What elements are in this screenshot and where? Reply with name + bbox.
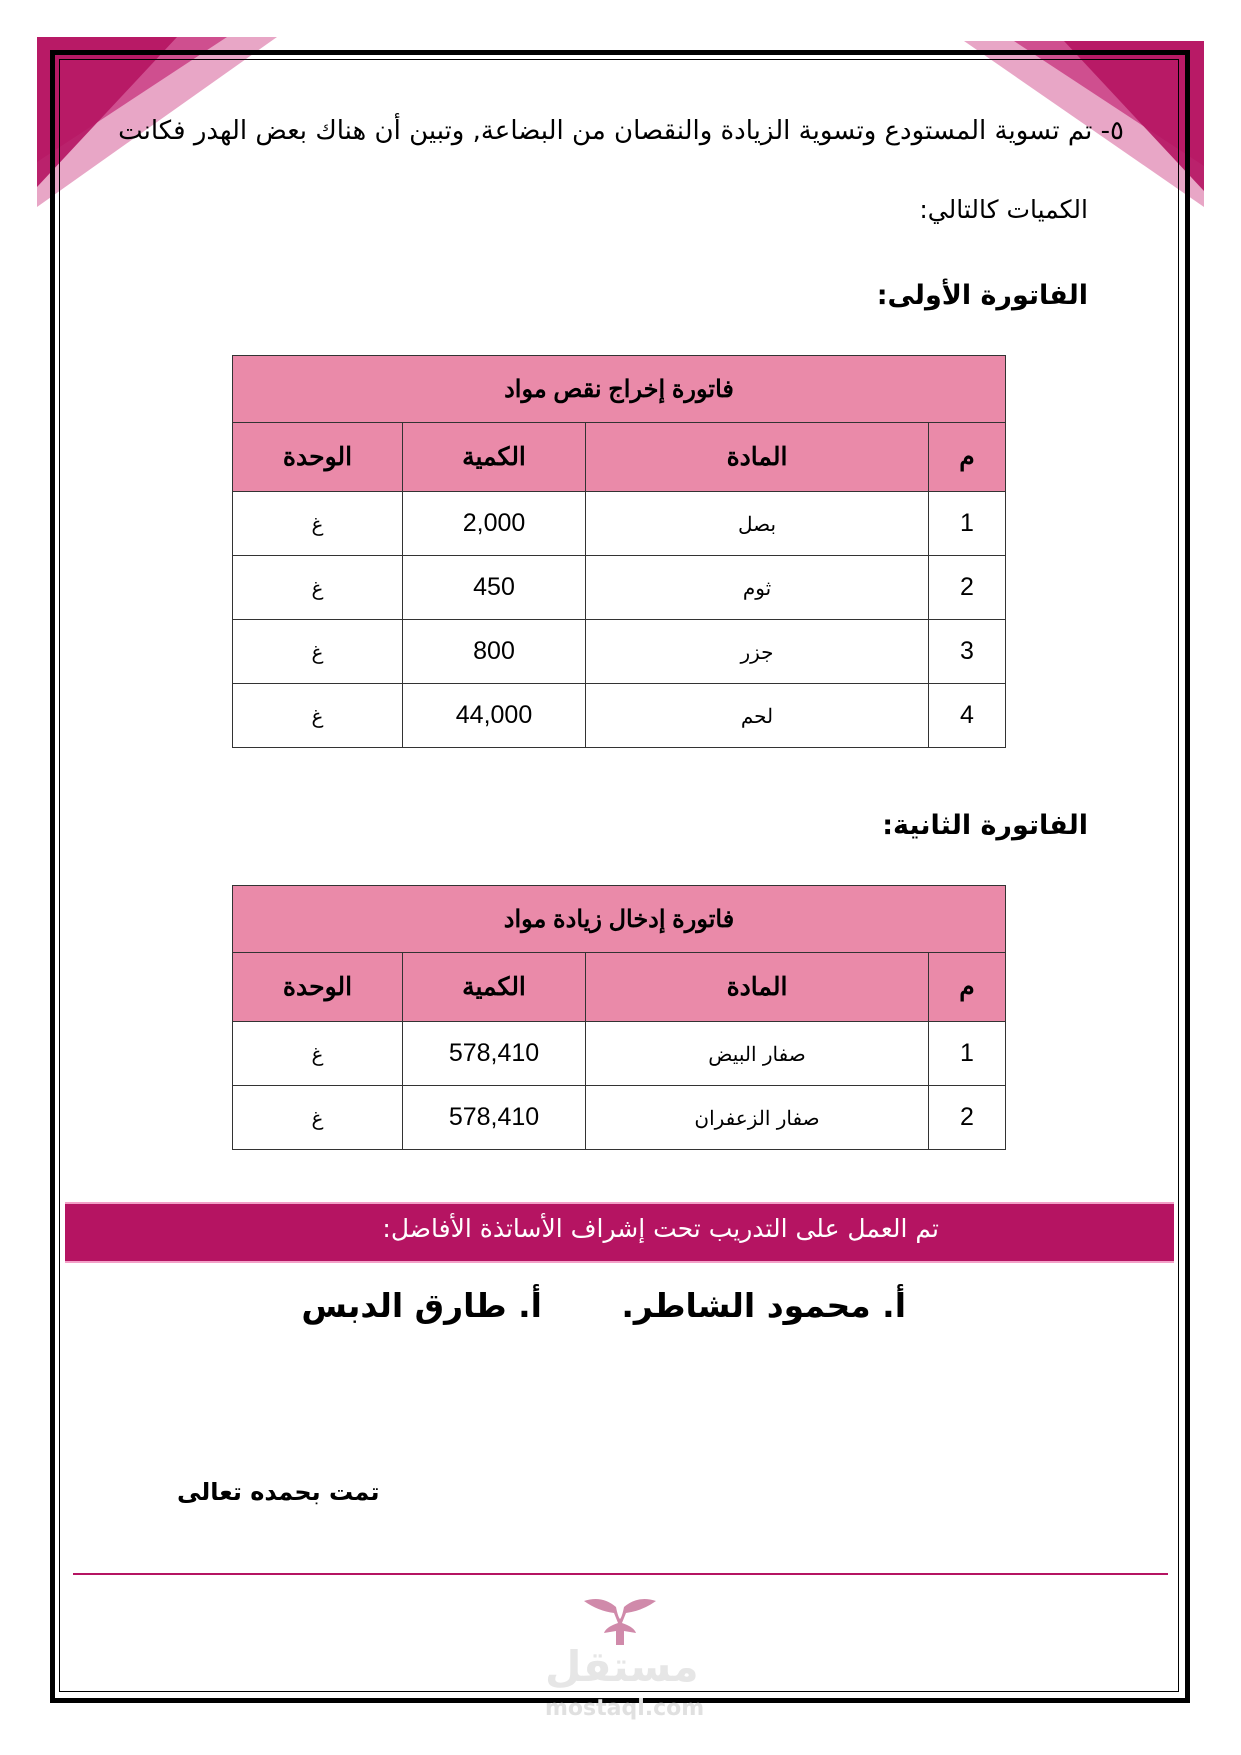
cell-index: 1 [929, 492, 1006, 556]
cell-unit: غ [233, 492, 403, 556]
supervisor-name-2: أ. طارق الدبس [301, 1286, 542, 1325]
cell-quantity: 800 [403, 620, 586, 684]
supervision-banner [65, 1202, 1174, 1263]
cell-index: 1 [929, 1022, 1006, 1086]
table-row [233, 1022, 1006, 1086]
mostaql-logo-icon [582, 1595, 658, 1645]
table-row [233, 620, 1006, 684]
invoice2-table [232, 885, 1006, 1150]
invoice1-title: فاتورة إخراج نقص مواد [233, 356, 1006, 423]
paragraph-line-2: الكميات كالتالي: [919, 195, 1088, 224]
invoice1-heading: الفاتورة الأولى: [876, 280, 1088, 311]
invoice2-heading: الفاتورة الثانية: [882, 810, 1088, 841]
header-index: م [929, 423, 1006, 492]
table-row [233, 556, 1006, 620]
cell-quantity: 450 [403, 556, 586, 620]
table-row [233, 1086, 1006, 1150]
header-index: م [929, 953, 1006, 1022]
header-unit: الوحدة [233, 953, 403, 1022]
supervisor-name-1: أ. محمود الشاطر. [621, 1286, 906, 1325]
footer-divider [73, 1573, 1168, 1575]
cell-unit: غ [233, 684, 403, 748]
table-row [233, 684, 1006, 748]
paragraph-line-1: ٥- تم تسوية المستودع وتسوية الزيادة والنقصان من البضاعة, وتبين أن هناك بعض الهدر فكانت [118, 116, 1124, 146]
cell-item: جزر [586, 620, 929, 684]
cell-unit: غ [233, 556, 403, 620]
cell-quantity: 578,410 [403, 1022, 586, 1086]
cell-quantity: 44,000 [403, 684, 586, 748]
watermark-arabic: مستقل [545, 1642, 699, 1691]
invoice2-title: فاتورة إدخال زيادة مواد [233, 886, 1006, 953]
cell-unit: غ [233, 620, 403, 684]
cell-item: لحم [586, 684, 929, 748]
cell-item: بصل [586, 492, 929, 556]
cell-quantity: 578,410 [403, 1086, 586, 1150]
closing-text: تمت بحمده تعالى [177, 1478, 380, 1506]
cell-index: 2 [929, 1086, 1006, 1150]
cell-index: 2 [929, 556, 1006, 620]
cell-unit: غ [233, 1022, 403, 1086]
header-unit: الوحدة [233, 423, 403, 492]
cell-item: صفار الزعفران [586, 1086, 929, 1150]
cell-index: 3 [929, 620, 1006, 684]
invoice1-table [232, 355, 1006, 748]
watermark-latin: mostaql.com [545, 1696, 705, 1721]
cell-item: ثوم [586, 556, 929, 620]
cell-item: صفار البيض [586, 1022, 929, 1086]
cell-unit: غ [233, 1086, 403, 1150]
header-quantity: الكمية [403, 953, 586, 1022]
header-item: المادة [586, 953, 929, 1022]
banner-text: تم العمل على التدريب تحت إشراف الأساتذة الأفاضل: [382, 1214, 939, 1243]
cell-quantity: 2,000 [403, 492, 586, 556]
table-row [233, 492, 1006, 556]
header-quantity: الكمية [403, 423, 586, 492]
cell-index: 4 [929, 684, 1006, 748]
header-item: المادة [586, 423, 929, 492]
